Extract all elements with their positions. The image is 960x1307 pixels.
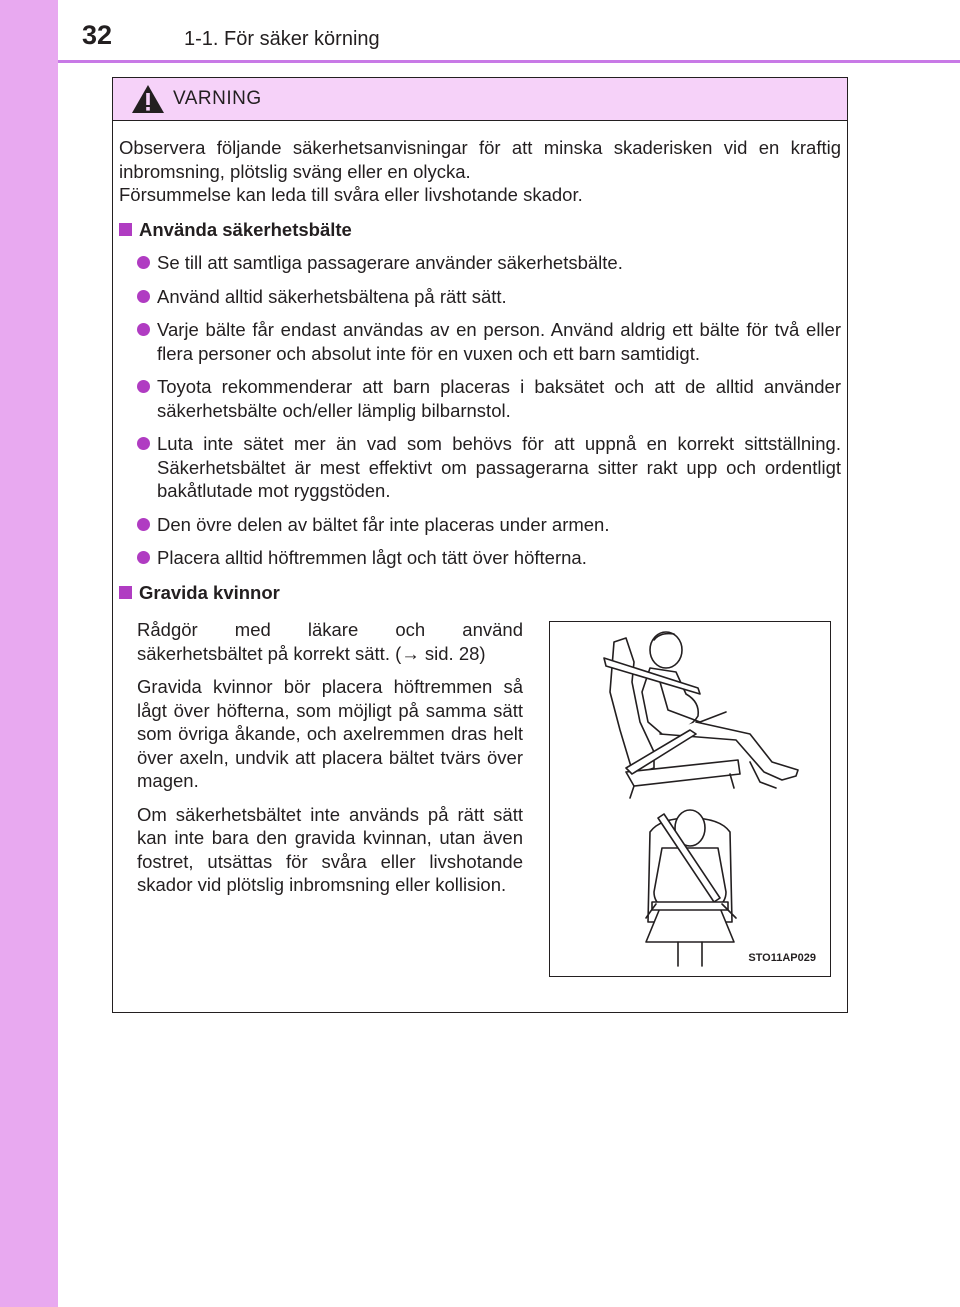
- warning-box: [112, 77, 848, 1013]
- pregnant-seatbelt-illustration: [549, 621, 831, 977]
- list-item: Den övre delen av bältet får inte placeras under armen.: [119, 513, 841, 537]
- intro-paragraph: Observera följande säkerhetsanvisningar för att minska skaderisken vid en kraftig inbromsning, plötslig sväng eller en olycka.: [119, 137, 841, 182]
- side-tab-strip: [0, 0, 58, 1307]
- running-head: 1-1. För säker körning: [184, 28, 380, 50]
- paragraph: Om säkerhetsbältet inte används på rätt sätt kan inte bara den gravida kvinnan, utan även fostret, utsättas för svåra eller livshotande skador vid plötslig inbromsning eller kollision.: [137, 803, 523, 895]
- section-heading-label: Gravida kvinnor: [139, 581, 280, 603]
- warning-title: VARNING: [173, 88, 262, 109]
- list-item: Använd alltid säkerhetsbältena på rätt sätt.: [119, 285, 841, 309]
- pregnant-text: [137, 618, 523, 907]
- intro-paragraph: Försummelse kan leda till svåra eller livshotande skador.: [119, 184, 583, 205]
- list-item: Placera alltid höftremmen lågt och tätt över höfterna.: [119, 546, 841, 570]
- list-item: Se till att samtliga passagerare använder säkerhetsbälte.: [119, 251, 841, 275]
- list-item: Varje bälte får endast användas av en person. Använd aldrig ett bälte för två eller flera personer och absolut inte för en vuxen och ett barn samtidigt.: [119, 318, 841, 365]
- page-number: 32: [82, 20, 113, 50]
- figure-code: STO11AP029: [748, 951, 816, 964]
- paragraph: Gravida kvinnor bör placera höftremmen så lågt över höfterna, som möjligt på samma sätt som övriga åkande, och axelremmen dras helt över axeln, undvik att placera bältet tvärs över magen.: [137, 676, 523, 791]
- header-rule: [58, 60, 960, 63]
- list-item: Luta inte sätet mer än vad som behövs för att uppnå en korrekt sittställning. Säkerhetsbältet är mest effektivt om passagerarna sitter rakt upp och ordentligt bakåtlutade mot ryggstöden.: [119, 432, 841, 503]
- list-item: Toyota rekommenderar att barn placeras i baksätet och att de alltid använder säkerhetsbälte och/eller lämplig bilbarnstol.: [119, 375, 841, 422]
- illustration-drawing: [550, 622, 830, 976]
- section-heading-label: Använda säkerhetsbälte: [139, 218, 352, 240]
- pregnant-section: [119, 78, 841, 1012]
- paragraph: Rådgör med läkare och använd säkerhetsbältet på korrekt sätt. (→ sid. 28): [137, 619, 523, 664]
